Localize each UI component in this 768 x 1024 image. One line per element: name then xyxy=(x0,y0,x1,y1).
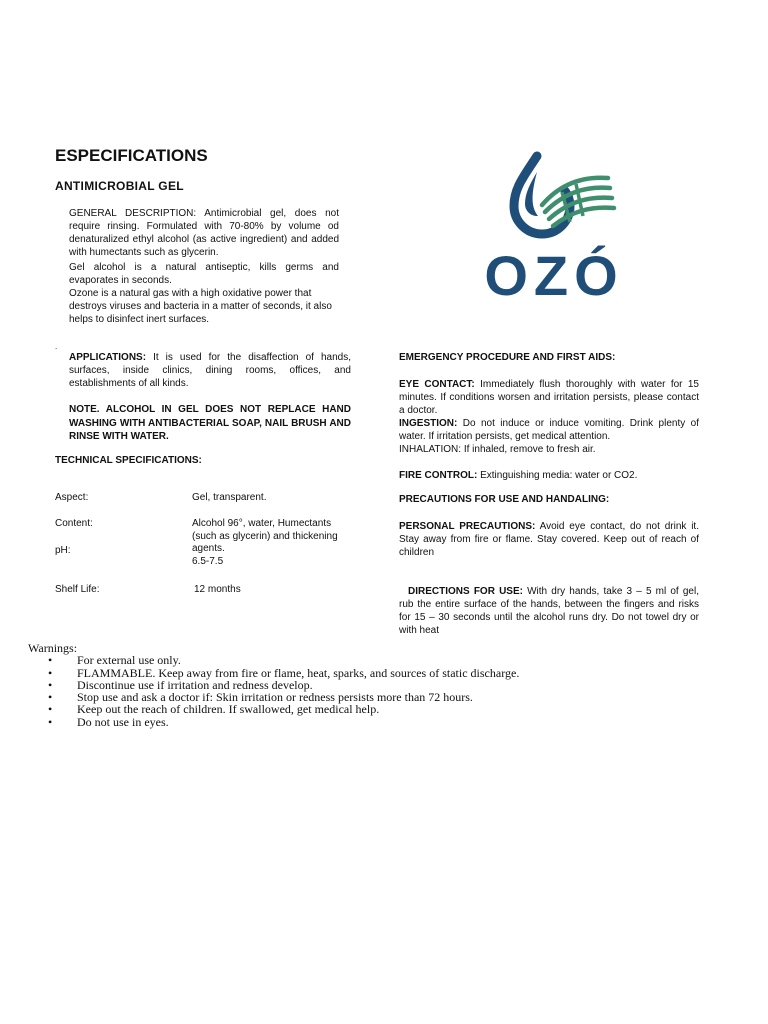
bullet-icon: • xyxy=(48,702,53,717)
spec-shelf-label: Shelf Life: xyxy=(55,584,100,595)
brand-wordmark: OZÓ xyxy=(484,244,624,304)
first-aid-block xyxy=(399,378,699,456)
ingestion-label: INGESTION: xyxy=(399,418,458,429)
bullet-icon: • xyxy=(48,677,53,692)
description-block xyxy=(69,207,339,326)
applications-block xyxy=(69,351,351,390)
warnings-list xyxy=(28,654,519,728)
note-block xyxy=(69,403,351,444)
eye-contact-label: EYE CONTACT: xyxy=(399,379,475,390)
warnings-section xyxy=(28,642,519,728)
warning-text: FLAMMABLE. Keep away from fire or flame, heat, sparks, and sources of static discharge. xyxy=(77,665,520,680)
eye-contact-text: Immediately flush thoroughly with water for 15 minutes. If conditions worsen and irritation persists, please contact a doctor. xyxy=(399,379,699,416)
warnings-heading: Warnings: xyxy=(28,641,78,655)
warning-text: For external use only. xyxy=(77,653,181,668)
general-description: GENERAL DESCRIPTION: Antimicrobial gel, does not require rinsing. Formulated with 70-80% by volume od denaturalized ethyl alcohol (as active ingredient) and added with humectants such as glycerin. xyxy=(69,208,339,258)
emergency-heading: EMERGENCY PROCEDURE AND FIRST AIDS: xyxy=(399,352,616,363)
warning-text: Discontinue use if irritation and redness develop. xyxy=(77,677,313,692)
inhalation-text: INHALATION: If inhaled, remove to fresh air. xyxy=(399,444,596,455)
note-text: NOTE. ALCOHOL IN GEL DOES NOT REPLACE HAND WASHING WITH ANTIBACTERIAL SOAP, NAIL BRUSH AND RINSE WITH WATER. xyxy=(69,404,351,442)
directions-block xyxy=(399,585,699,637)
ozo-logo-graphic xyxy=(452,148,657,304)
bullet-icon: • xyxy=(48,690,53,705)
applications-text: It is used for the disaffection of hands, surfaces, inside clinics, dining rooms, offices, and establishments of all kinds. xyxy=(69,352,351,389)
spec-content-label: Content: xyxy=(55,518,93,529)
spec-shelf-value: 12 months xyxy=(194,584,241,595)
fire-control xyxy=(399,469,637,482)
applications-label: APPLICATIONS: xyxy=(69,352,147,363)
ozo-logo xyxy=(452,148,657,304)
personal-precautions-text: Avoid eye contact, do not drink it. Stay away from fire or flame. Stay covered. Keep out of reach of children xyxy=(399,521,699,558)
bullet-icon: • xyxy=(48,665,53,680)
stray-dot: . xyxy=(55,342,58,351)
directions-text: With dry hands, take 3 – 5 ml of gel, rub the entire surface of the hands, between the fingers and risks for 15 – 30 seconds until the alcohol runs dry. Do not towel dry or with heat xyxy=(399,586,699,636)
fire-control-text: Extinguishing media: water or CO2. xyxy=(477,470,638,481)
bullet-icon: • xyxy=(48,653,53,668)
bullet-icon: • xyxy=(48,714,53,729)
spec-aspect-value: Gel, transparent. xyxy=(192,492,267,503)
tech-specs-heading: TECHNICAL SPECIFICATIONS: xyxy=(55,455,202,466)
page-title: ESPECIFICATIONS xyxy=(55,146,208,165)
ozone-text: Ozone is a natural gas with a high oxidative power that destroys viruses and bacteria in a matter of seconds, it also helps to disinfect inert surfaces. xyxy=(69,288,332,325)
product-subtitle: ANTIMICROBIAL GEL xyxy=(55,179,184,193)
directions-label: DIRECTIONS FOR USE: xyxy=(408,586,523,597)
warning-text: Stop use and ask a doctor if: Skin irritation or redness persists more than 72 hours. xyxy=(77,690,473,705)
ingestion-text: Do not induce or induce vomiting. Drink plenty of water. If irritation persists, get medical attention. xyxy=(399,418,699,442)
warning-text: Keep out the reach of children. If swallowed, get medical help. xyxy=(77,702,380,717)
personal-precautions-block xyxy=(399,520,699,559)
spec-ph-value: 6.5-7.5 xyxy=(192,556,224,567)
precautions-heading: PRECAUTIONS FOR USE AND HANDALING: xyxy=(399,494,610,505)
spec-content-value: Alcohol 96°, water, Humectants (such as glycerin) and thickening agents. xyxy=(192,518,338,554)
warning-text: Do not use in eyes. xyxy=(77,714,169,729)
personal-precautions-label: PERSONAL PRECAUTIONS: xyxy=(399,521,536,532)
fire-control-label: FIRE CONTROL: xyxy=(399,470,478,481)
warning-item xyxy=(28,716,519,728)
gel-alcohol-text: Gel alcohol is a natural antiseptic, kills germs and evaporates in seconds. xyxy=(69,262,339,286)
spec-ph-label: pH: xyxy=(55,545,71,556)
spec-aspect-label: Aspect: xyxy=(55,492,89,503)
